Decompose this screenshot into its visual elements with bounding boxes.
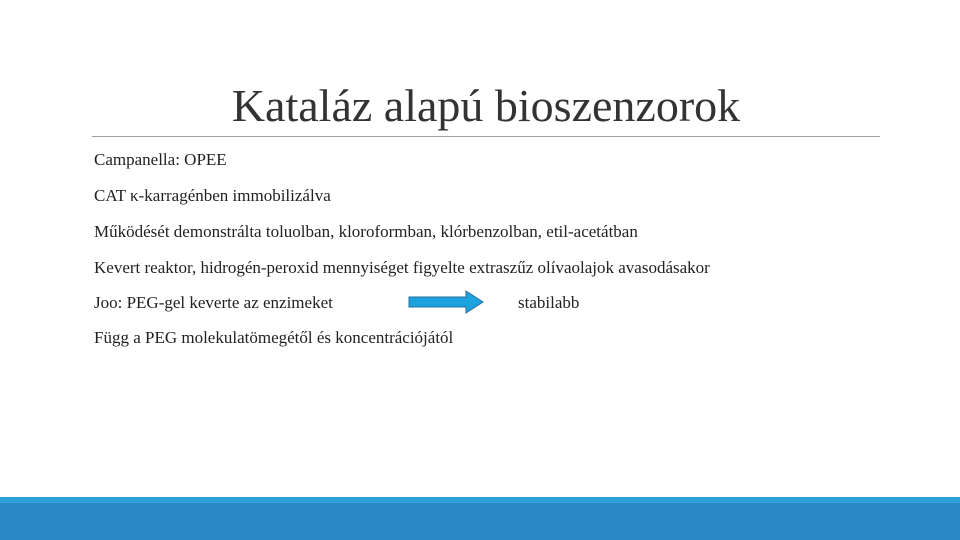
slide-title: Kataláz alapú bioszenzorok	[231, 80, 741, 131]
bullet-joo-peg: Joo: PEG-gel keverte az enzimeket	[94, 293, 333, 312]
bullet-campanella: Campanella: OPEE	[94, 150, 227, 169]
title-divider	[92, 136, 880, 137]
right-arrow-icon	[408, 290, 484, 314]
bullet-cat-immobilization: CAT κ-karragénben immobilizálva	[94, 186, 331, 205]
bullet-solvent-demonstration: Működését demonstrálta toluolban, kloroformban, klórbenzolban, etil-acetátban	[94, 222, 638, 241]
right-arrow-shape	[409, 291, 483, 313]
footer-band	[0, 503, 960, 540]
bullet-mixed-reactor: Kevert reaktor, hidrogén-peroxid mennyiséget figyelte extraszűz olívaolajok avasodásakor	[94, 258, 710, 277]
arrow-result-text: stabilabb	[518, 293, 580, 312]
bullet-peg-dependence: Függ a PEG molekulatömegétől és koncentrációjától	[94, 328, 454, 347]
